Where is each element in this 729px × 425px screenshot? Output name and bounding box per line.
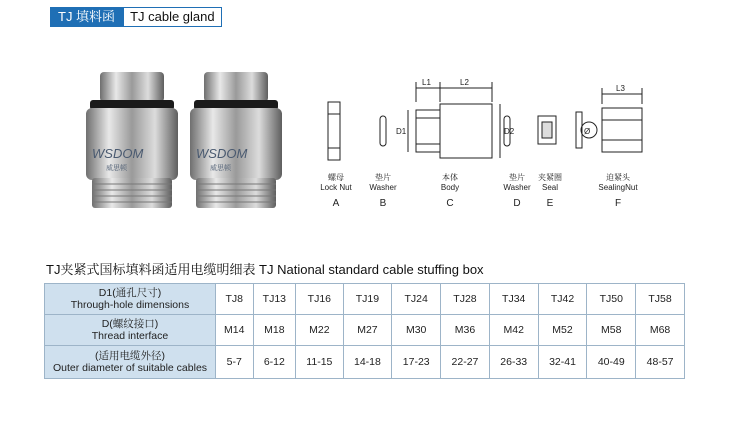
part-b-en: Washer	[369, 183, 397, 192]
table-row	[45, 346, 685, 379]
dim-l3: L3	[616, 84, 625, 93]
table-cell: TJ58	[636, 284, 685, 315]
part-a-en: Lock Nut	[320, 183, 352, 192]
part-a-cn: 螺母	[328, 173, 344, 182]
table-cell: 17-23	[392, 346, 441, 379]
cable-gland-photo-2	[182, 66, 290, 216]
part-a-letter: A	[332, 198, 340, 209]
table-cell: TJ16	[296, 284, 343, 315]
row-header-cn: D(螺纹接口)	[101, 318, 159, 330]
row-header-en: Through-hole dimensions	[70, 299, 190, 311]
table-cell: TJ24	[392, 284, 441, 315]
badge-cn-label: TJ 填料函	[50, 7, 123, 27]
table-cell: M52	[538, 315, 587, 346]
table-cell: 48-57	[636, 346, 685, 379]
part-f-en: SealingNut	[598, 183, 638, 192]
part-d-letter: D	[513, 198, 521, 209]
cable-gland-photo-1	[78, 66, 186, 216]
photo-logo-subtext: 威思顿	[106, 165, 127, 172]
row-header-en: Outer diameter of suitable cables	[52, 362, 208, 374]
sealing-nut-shape	[602, 108, 642, 152]
part-b-cn: 垫片	[375, 173, 391, 182]
row-header-d1	[45, 284, 216, 315]
table-cell: 5-7	[216, 346, 254, 379]
section-badge	[50, 7, 222, 27]
table-cell: TJ42	[538, 284, 587, 315]
part-e-cn: 夹紧圈	[538, 173, 562, 182]
table-cell: M30	[392, 315, 441, 346]
table-row	[45, 315, 685, 346]
table-cell: 40-49	[587, 346, 636, 379]
table-cell: TJ19	[343, 284, 392, 315]
part-e-letter: E	[546, 198, 554, 209]
table-cell: TJ8	[216, 284, 254, 315]
table-cell: TJ50	[587, 284, 636, 315]
dim-phi: Ø	[584, 127, 591, 136]
dim-l2: L2	[460, 78, 469, 87]
table-cell: M27	[343, 315, 392, 346]
dim-d1: D1	[396, 127, 407, 136]
part-b-letter: B	[379, 198, 387, 209]
table-cell: TJ34	[489, 284, 538, 315]
badge-en-label: TJ cable gland	[123, 7, 222, 27]
part-c-cn: 本体	[442, 173, 458, 182]
spec-table	[44, 283, 685, 379]
part-f-cn: 迫紧头	[606, 173, 630, 182]
dim-l1: L1	[422, 78, 431, 87]
body-thread-shape	[416, 110, 440, 152]
row-header-thread	[45, 315, 216, 346]
table-row	[45, 284, 685, 315]
table-cell: 11-15	[296, 346, 343, 379]
part-d-en: Washer	[503, 183, 531, 192]
row-header-cn: (适用电缆外径)	[95, 350, 165, 362]
row-header-cn: D1(通孔尺寸)	[98, 287, 162, 299]
dim-d2: D2	[504, 127, 515, 136]
photo-logo-text: WSDOM	[92, 146, 144, 161]
table-cell: 32-41	[538, 346, 587, 379]
table-cell: M68	[636, 315, 685, 346]
part-e-en: Seal	[541, 183, 559, 192]
table-cell: M14	[216, 315, 254, 346]
lock-nut-shape	[328, 102, 340, 160]
table-cell: M36	[441, 315, 490, 346]
table-cell: 26-33	[489, 346, 538, 379]
part-d-cn: 垫片	[509, 173, 525, 182]
part-c-en: Body	[440, 183, 460, 192]
part-c-letter: C	[446, 198, 454, 209]
washer-shape-b	[380, 116, 386, 146]
table-cell: 6-12	[253, 346, 296, 379]
table-cell: 14-18	[343, 346, 392, 379]
exploded-parts-diagram	[318, 72, 658, 212]
photo-logo-subtext: 威思顿	[210, 165, 231, 172]
photo-logo-text: WSDOM	[196, 146, 248, 161]
table-cell: TJ28	[441, 284, 490, 315]
table-cell: TJ13	[253, 284, 296, 315]
table-cell: M18	[253, 315, 296, 346]
table-title: TJ夹紧式国标填料函适用电缆明细表 TJ National standard cable stuffing box	[46, 262, 484, 277]
part-f-letter: F	[614, 198, 622, 209]
body-main-shape	[440, 104, 492, 158]
table-cell: M58	[587, 315, 636, 346]
row-header-cable-od	[45, 346, 216, 379]
table-cell: M42	[489, 315, 538, 346]
table-cell: M22	[296, 315, 343, 346]
row-header-en: Thread interface	[91, 330, 169, 342]
table-cell: 22-27	[441, 346, 490, 379]
